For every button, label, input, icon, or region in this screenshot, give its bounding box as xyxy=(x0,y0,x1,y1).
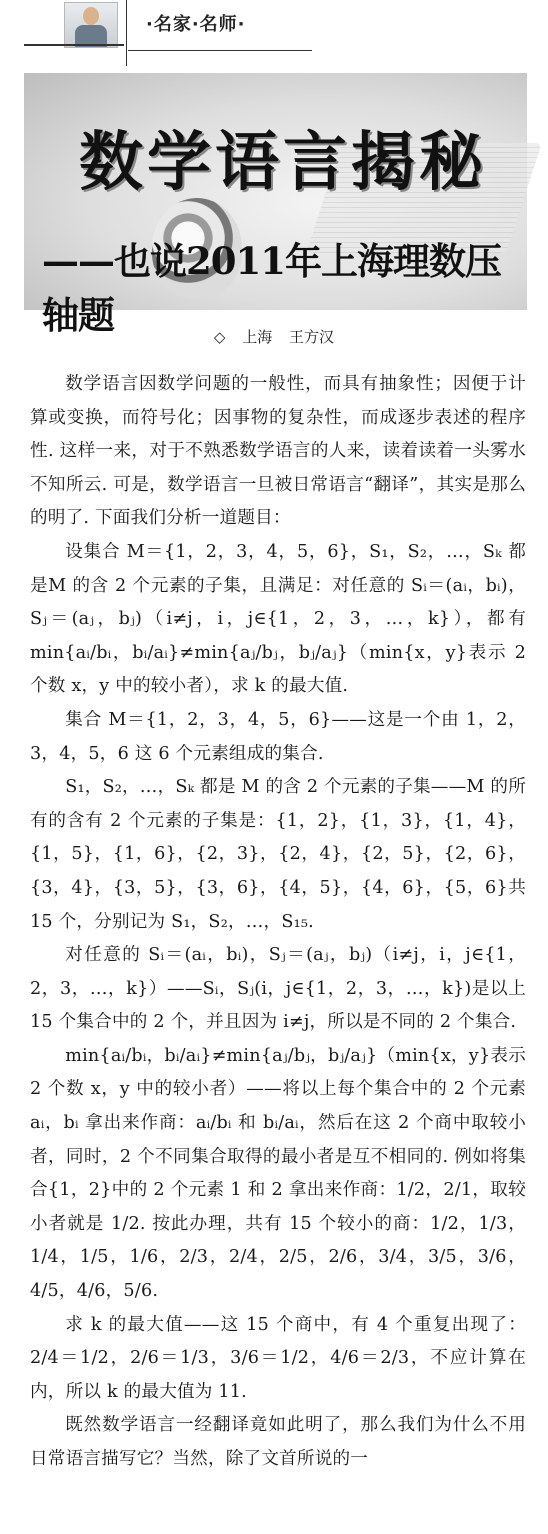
author-name: 王方汉 xyxy=(289,328,335,346)
paragraph-arbitrary: 对任意的 Sᵢ＝(aᵢ，bᵢ)，Sⱼ＝(aⱼ，bⱼ)（i≠j，i，j∈{1，2，3，…，k}）——Sᵢ，Sⱼ(i，j∈{1，2，3，…，k})是以上 15 个集合中的 2 个，并且因为 i≠j，所以是不同的 2 个集合. xyxy=(30,945,526,1033)
article-body xyxy=(30,368,526,1477)
paragraph-min-condition: min{aᵢ/bᵢ，bᵢ/aᵢ}≠min{aⱼ/bⱼ，bⱼ/aⱼ}（min{x，y}表示 2 个数 x，y 中的较小者）——将以上每个集合中的 2 个元素 aᵢ，bᵢ 拿出来作商：aᵢ/bᵢ 和 bᵢ/aᵢ，然后在这 2 个商中取较小者，同时，2 个不同集合取得的最小者是互不相同的. 例如将集合{1，2}中的 2 个元素 1 和 2 拿出来作商：1/2，2/1，取较小者就是 1/2. 按此办理，共有 15 个较小的商：1/2，1/3，1/4，1/5，1/6，2/3，2/4，2/5，2/6，3/4，3/5，3/6，4/5，4/6，5/6. xyxy=(30,1045,526,1302)
paragraph-intro: 数学语言因数学问题的一般性，而具有抽象性；因便于计算或变换，而符号化；因事物的复杂性，而成逐步表述的程序性. 这样一来，对于不熟悉数学语言的人来，读着读着一头雾水不知所云. 可是，数学语言一旦被日常语言“翻译”，其实是那么的明了. 下面我们分析一道题目： xyxy=(30,374,526,529)
header-rule-left xyxy=(24,44,124,46)
page-header xyxy=(0,0,548,70)
section-label: ·名家·名师· xyxy=(146,14,246,35)
header-divider-vertical xyxy=(126,0,127,66)
header-rule-right xyxy=(128,50,312,51)
paragraph-subsets: S₁，S₂，…，Sₖ 都是 M 的含 2 个元素的子集——M 的所有的含有 2 个元素的子集是：{1，2}，{1，3}，{1，4}，{1，5}，{1，6}，{2，3}，{2，4}，{2，5}，{2，6}，{3，4}，{3，5}，{3，6}，{4，5}，{4，6}，{5，6}共 15 个，分别记为 S₁，S₂，…，S₁₅. xyxy=(30,777,526,932)
diamond-icon: ◇ xyxy=(213,328,226,346)
article-title: 数学语言揭秘 xyxy=(79,126,487,200)
author-portrait-image xyxy=(64,2,118,48)
paragraph-max-k: 求 k 的最大值——这 15 个商中，有 4 个重复出现了：2/4＝1/2，2/6＝1/3，3/6＝1/2，4/6＝2/3，不应计算在内，所以 k 的最大值为 11. xyxy=(30,1314,526,1402)
paragraph-set-m: 集合 M＝{1，2，3，4，5，6}——这是一个由 1，2，3，4，5，6 这 6 个元素组成的集合. xyxy=(30,709,526,764)
paragraph-problem: 设集合 M＝{1，2，3，4，5，6}，S₁，S₂，…，Sₖ 都是M 的含 2 个元素的子集，且满足：对任意的 Sᵢ＝(aᵢ，bᵢ)，Sⱼ＝(aⱼ，bⱼ)（i≠j，i，j∈{1，2，3，…，k}），都有 min{aᵢ/bᵢ，bᵢ/aᵢ}≠min{aⱼ/bⱼ，bⱼ/aⱼ}（min{x，y}表示 2 个数 x，y 中的较小者），求 k 的最大值. xyxy=(30,541,526,697)
article-subtitle: ——也说2011年上海理数压轴题 xyxy=(42,239,501,337)
byline xyxy=(0,326,548,347)
author-location: 上海 xyxy=(242,328,273,346)
paragraph-conclusion: 既然数学语言一经翻译竟如此明了，那么我们为什么不用日常语言描写它？当然，除了文首所说的一 xyxy=(30,1415,526,1469)
